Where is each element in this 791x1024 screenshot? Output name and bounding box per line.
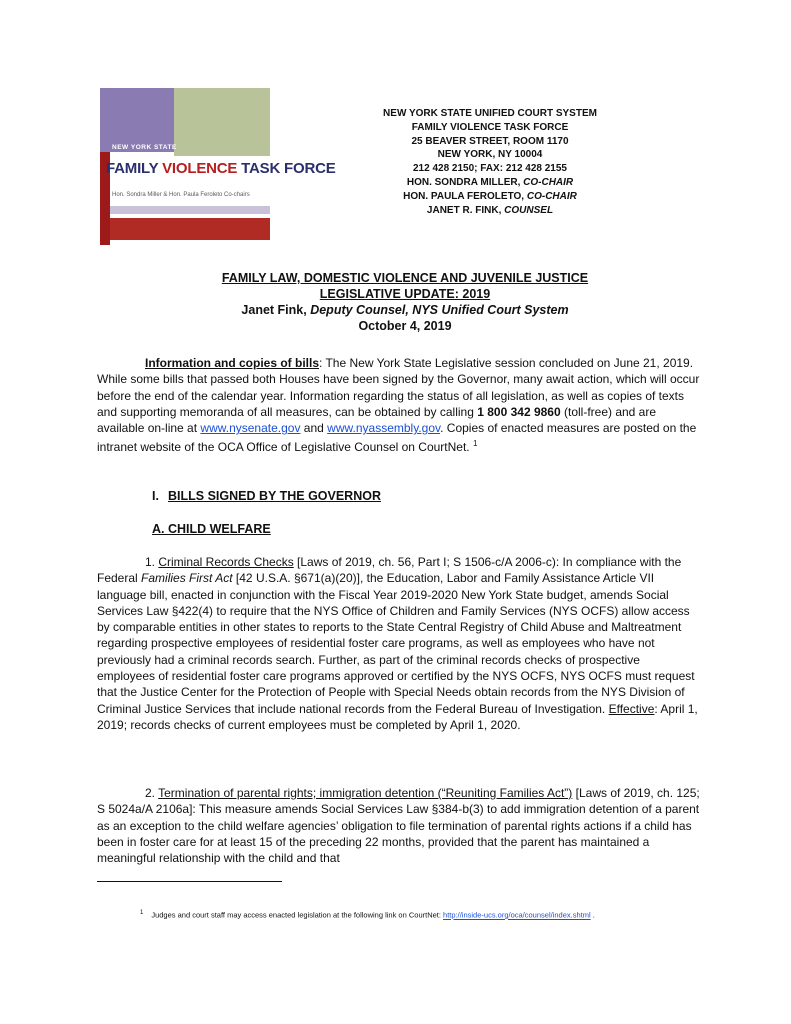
item-criminal-records-checks: 1. Criminal Records Checks [Laws of 2019, ch. 56, Part I; S 1506-c/A 2006-c): In compliance with the Federal Families First Act [42 U.S.A. §671(a)(20)], the Education, Labor and Family Assistance Article VII language bill, enacted in conjunction with the Fiscal Year 2019-2020 New York State budget, amends Social Services Law §422(4) to require that the NYS Office of Children and Family Services (NYS OCFS) allow access by comparable entities in other states to reports to the State Central Registry of Child Abuse and Maltreatment regarding prospective employees of residential foster care programs, as well as employees who have not previously had a criminal records search. Further, as part of the criminal records checks of prospective employees of residential foster care programs approved or certified by the NYS OCFS, NYS OCFS must request that the Justice Center for the Protection of People with Special Needs obtain records from the NYS Division of Criminal Justice Services that include national records from the Federal Bureau of Investigation. Effective: April 1, 2019; records checks of current employees must be completed by April 1, 2020. [97, 555, 698, 732]
task-force-logo [100, 88, 340, 245]
address-line: 212 428 2150; FAX: 212 428 2155 [412, 163, 567, 175]
logo-red-band [110, 218, 270, 240]
title-line-2: LEGISLATIVE UPDATE: 2019 [319, 287, 491, 301]
address-chair-line: JANET R. FINK, COUNSEL [426, 204, 554, 216]
title-author: Janet Fink, Deputy Counsel, NYS Unified Court System [241, 303, 569, 317]
intro-paragraph: Information and copies of bills: The New York State Legislative session concluded on June 21, 2019. While some bills that passed both Houses have been signed by the Governor, many await action, which will occur before the end of the calendar year. Information regarding the status of all legislation, as well as copies of texts and supporting memoranda of all measures, can be obtained by calling 1 800 342 9860 (toll-free) and are available on-line at www.nysenate.gov and www.nyassembly.gov. Copies of enacted measures are posted on the intranet website of the OCA Office of Legislative Counsel on CourtNet. $^1$ [97, 356, 700, 455]
item-title: Criminal Records Checks [158, 555, 294, 569]
logo-co-chairs: Hon. Sondra Miller & Hon. Paula Feroleto Co-chairs [112, 192, 250, 198]
logo-purple-block [100, 88, 174, 152]
address-line: NEW YORK, NY 10004 [437, 149, 543, 161]
nyassembly-link[interactable]: www.nyassembly.gov [327, 421, 441, 436]
logo-title: FAMILY VIOLENCE TASK FORCE [106, 160, 336, 177]
section-heading-bills-signed: I. BILLS SIGNED BY THE GOVERNOR [152, 489, 381, 503]
footnote: $^1$ Judges and court staff may access enacted legislation at the following link on CourtNet: http://inside-ucs.org/oca/counsel/index.shtml . [140, 910, 595, 920]
address-chair-line: HON. SONDRA MILLER, CO-CHAIR [406, 176, 574, 188]
item-title: Termination of parental rights; immigration detention (“Reuniting Families Act”) [158, 786, 573, 800]
effective-label: Effective [608, 701, 655, 716]
logo-lavender-strip [110, 206, 270, 214]
address-line: FAMILY VIOLENCE TASK FORCE [411, 121, 569, 133]
section-heading-child-welfare: A. CHILD WELFARE [152, 522, 271, 536]
logo-green-block [174, 88, 270, 156]
courtnet-link[interactable]: http://inside-ucs.org/oca/counsel/index.shtml [443, 910, 591, 920]
title-date: October 4, 2019 [358, 319, 452, 333]
address-line: 25 BEAVER STREET, ROOM 1170 [411, 135, 569, 147]
address-line: NEW YORK STATE UNIFIED COURT SYSTEM [383, 108, 597, 119]
phone-number: 1 800 342 9860 [477, 404, 561, 419]
item-termination-parental-rights: 2. Termination of parental rights; immigration detention (“Reuniting Families Act”) [Laws of 2019, ch. 125; S 5024a/A 2106a]: This measure amends Social Services Law §384-b(3) to add immigration detention of a parent as an exception to the child welfare agencies’ obligation to file termination of parental rights actions if a child has been in foster care for at least 15 of the preceding 22 months, provided that the parent has maintained a meaningful relationship with the child and that [97, 786, 700, 866]
document-title [140, 270, 670, 334]
letterhead-address [340, 107, 640, 217]
title-line-1: FAMILY LAW, DOMESTIC VIOLENCE AND JUVENILE JUSTICE [221, 271, 589, 285]
nysenate-link[interactable]: www.nysenate.gov [200, 421, 301, 436]
address-chair-line: HON. PAULA FEROLETO, CO-CHAIR [403, 190, 577, 202]
intro-lead: Information and copies of bills [145, 356, 320, 370]
footnote-ref[interactable]: 1 [472, 439, 478, 449]
footnote-rule [97, 881, 282, 882]
logo-state-label: NEW YORK STATE [112, 144, 177, 151]
